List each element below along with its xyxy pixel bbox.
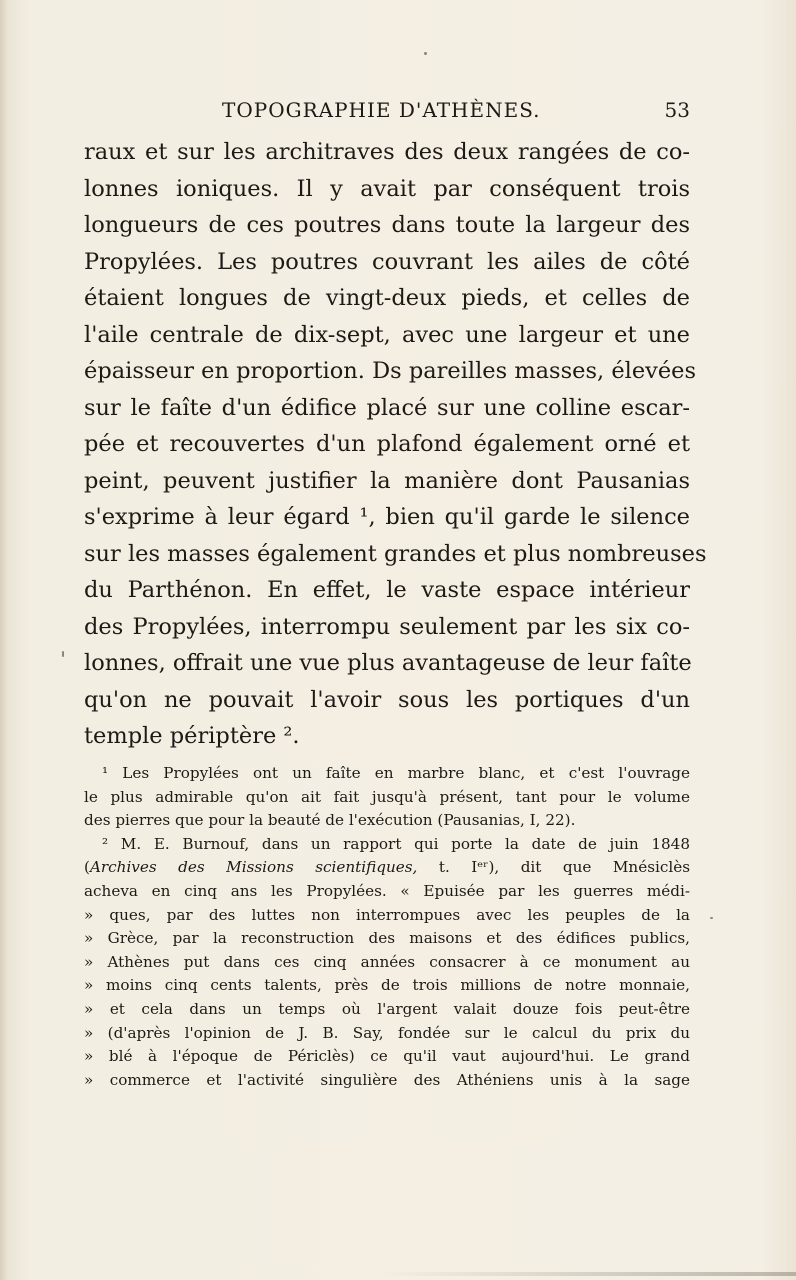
paper-speck [710,917,713,919]
page-number: 53 [664,98,690,122]
text-line: Propylées. Les poutres couvrant les ailes de côté [84,248,690,275]
text-line: pée et recouvertes d'un plafond également orné et [84,431,690,457]
footnote-1-line: ¹ Les Propylées ont un faîte en marbre blanc, et c'est l'ouvrage [102,764,690,782]
text-line: qu'on ne pouvait l'avoir sous les portiques d'un [84,686,690,713]
text-line: des Propylées, interrompu seulement par les six co- [84,613,690,640]
main-text [84,134,707,755]
footnote-2-line: » moins cinq cents talents, près de trois millions de notre monnaie, [84,976,690,995]
text-line: épaisseur en proportion. Ds pareilles masses, élevées [84,358,697,384]
footnote-2-line: » Grèce, par la reconstruction des maisons et des édifices publics, [84,929,690,948]
paper-speck [62,651,64,657]
footnote-2-line: » ques, par des luttes non interrompues avec les peuples de la [84,905,690,924]
footnote-2-line: » Athènes put dans ces cinq années consacrer à ce monument au [84,952,690,971]
paren-open: ( [84,858,90,877]
footnote-1-line: le plus admirable qu'on ait fait jusqu'à présent, tant pour le volume [84,787,690,806]
footnote-2-line: ² M. E. Burnouf, dans un rapport qui porte la date de juin 1848 [102,834,690,853]
text-line: lonnes, offrait une vue plus avantageuse de leur faîte [84,650,692,676]
text-line: peint, peuvent justifier la manière dont Pausanias [84,467,690,494]
footnote-2-line: » et cela dans un temps où l'argent valait douze fois peut-être [84,999,690,1018]
footnote-2-line [84,856,690,880]
page-binding-edge [0,0,8,1280]
text-line: lonnes ioniques. Il y avait par conséquent trois [84,175,690,202]
text-line: s'exprime à leur égard ¹, bien qu'il garde le silence [84,504,690,530]
footnote-1-line: des pierres que pour la beauté de l'exécution (Pausanias, I, 22). [84,811,576,830]
footnote-2-text: t. Iᵉʳ), dit que Mnésiclès [417,858,690,877]
text-line: du Parthénon. En effet, le vaste espace intérieur [84,577,690,603]
page-bottom-shadow [380,1272,796,1276]
text-line: étaient longues de vingt-deux pieds, et celles de [84,285,690,311]
footnotes [84,762,690,1092]
footnote-2-line: » blé à l'époque de Périclès) ce qu'il vaut aujourd'hui. Le grand [84,1047,690,1066]
text-line: l'aile centrale de dix-sept, avec une largeur et une [84,321,690,348]
paper-speck [424,52,427,55]
text-line: sur les masses également grandes et plus nombreuses [84,540,707,567]
text-line: temple périptère ². [84,723,300,749]
running-head [84,98,690,128]
footnote-2-line: » (d'après l'opinion de J. B. Say, fondée sur le calcul du prix du [84,1023,690,1042]
footnote-2-line: acheva en cinq ans les Propylées. « Epuisée par les guerres médi- [84,881,690,900]
footnote-2-line: » commerce et l'activité singulière des Athéniens unis à la sage [84,1070,690,1089]
text-line: raux et sur les architraves des deux rangées de co- [84,139,690,165]
text-line: sur le faîte d'un édifice placé sur une colline escar- [84,394,690,421]
text-line: longueurs de ces poutres dans toute la largeur des [84,212,690,238]
running-title: TOPOGRAPHIE D'ATHÈNES. [222,98,541,122]
italic-title: Archives des Missions scientifiques, [89,858,418,877]
